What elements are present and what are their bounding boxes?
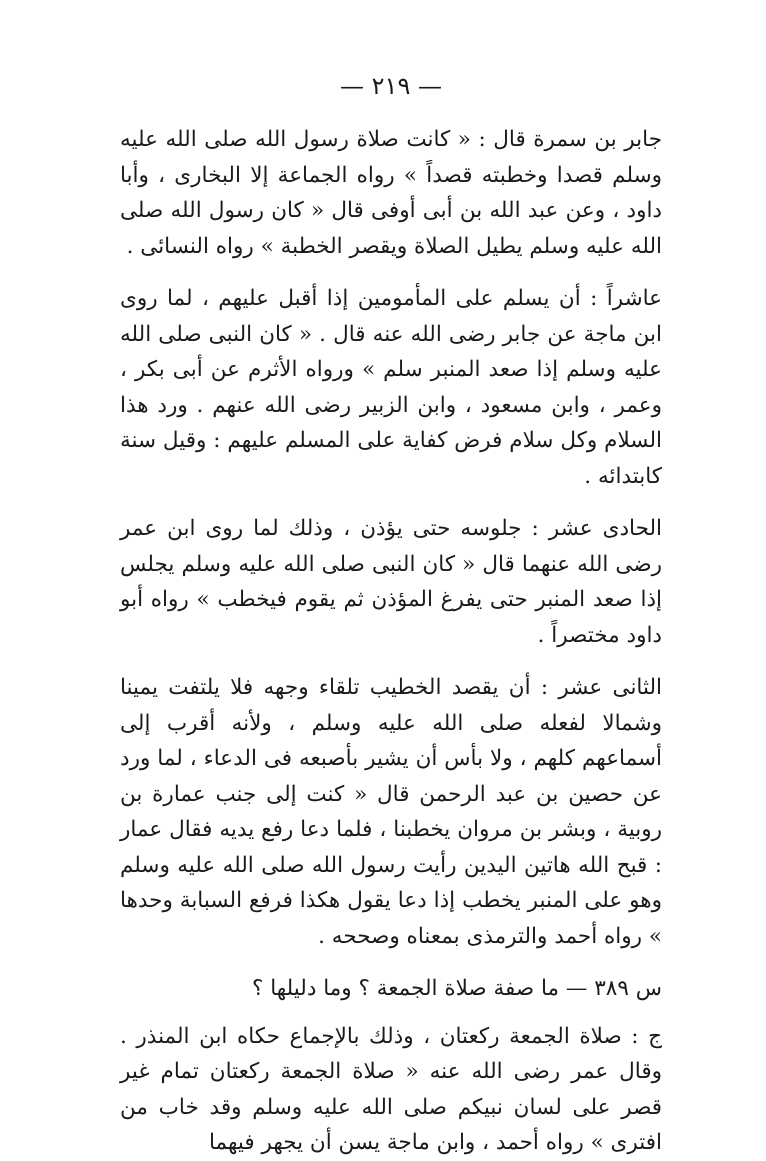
paragraph-twelfth-facing: الثانى عشر : أن يقصد الخطيب تلقاء وجهه فلا يلتفت يمينا وشمالا لفعله صلى الله عليه وسلم ، ولأنه أقرب إلى أسماعهم كلهم ، ولا بأس أن يشير بأصبعه فى الدعاء ، لما ورد عن حصين بن عبد الرحمن قال « كنت إلى جنب عمارة بن روبية ، وبشر بن مروان يخطبنا ، فلما دعا رفع يديه فقال عمار : قبح الله هاتين اليدين رأيت رسول الله صلى الله عليه وسلم وهو على المنبر يخطب إذا دعا يقول هكذا فرفع السبابة وحدها » رواه أحمد والترمذى بمعناه وصححه .: [120, 675, 662, 949]
paragraph-eleventh-sitting: الحادى عشر : جلوسه حتى يؤذن ، وذلك لما روى ابن عمر رضى الله عنهما قال « كان النبى صلى الله عليه وسلم يجلس إذا صعد المنبر حتى يفرغ المؤذن ثم يقوم فيخطب » رواه أبو داود مختصراً .: [120, 516, 662, 648]
paragraph-tenth-greeting: عاشراً : أن يسلم على المأمومين إذا أقبل عليهم ، لما روى ابن ماجة عن جابر رضى الله عنه قال . « كان النبى صلى الله عليه وسلم إذا صعد المنبر سلم » ورواه الأثرم عن أبى بكر ، وعمر ، وابن مسعود ، وابن الزبير رضى الله عنهم . ورد هذا السلام وكل سلام فرض كفاية على المسلم عليهم : وقيل سنة كابتدائه .: [120, 286, 662, 489]
answer-389: ج : صلاة الجمعة ركعتان ، وذلك بالإجماع حكاه ابن المنذر . وقال عمر رضى الله عنه « صلاة الجمعة ركعتان تمام غير قصر على لسان نبيكم صلى الله عليه وسلم وقد خاب من افترى » رواه أحمد ، وابن ماجة يسن أن يجهر فيهما: [120, 1023, 662, 1155]
question-389: س ٣٨٩ — ما صفة صلاة الجمعة ؟ وما دليلها ؟: [251, 976, 662, 1001]
paragraph-khutba-brevity: جابر بن سمرة قال : « كانت صلاة رسول الله صلى الله عليه وسلم قصدا وخطبته قصداً » رواه الجماعة إلا البخارى ، وأبا داود ، وعن عبد الله بن أبى أوفى قال « كان رسول الله صلى الله عليه وسلم يطيل الصلاة ويقصر الخطبة » رواه النسائى .: [120, 127, 662, 259]
page-number: — ٢١٩ —: [340, 72, 442, 100]
